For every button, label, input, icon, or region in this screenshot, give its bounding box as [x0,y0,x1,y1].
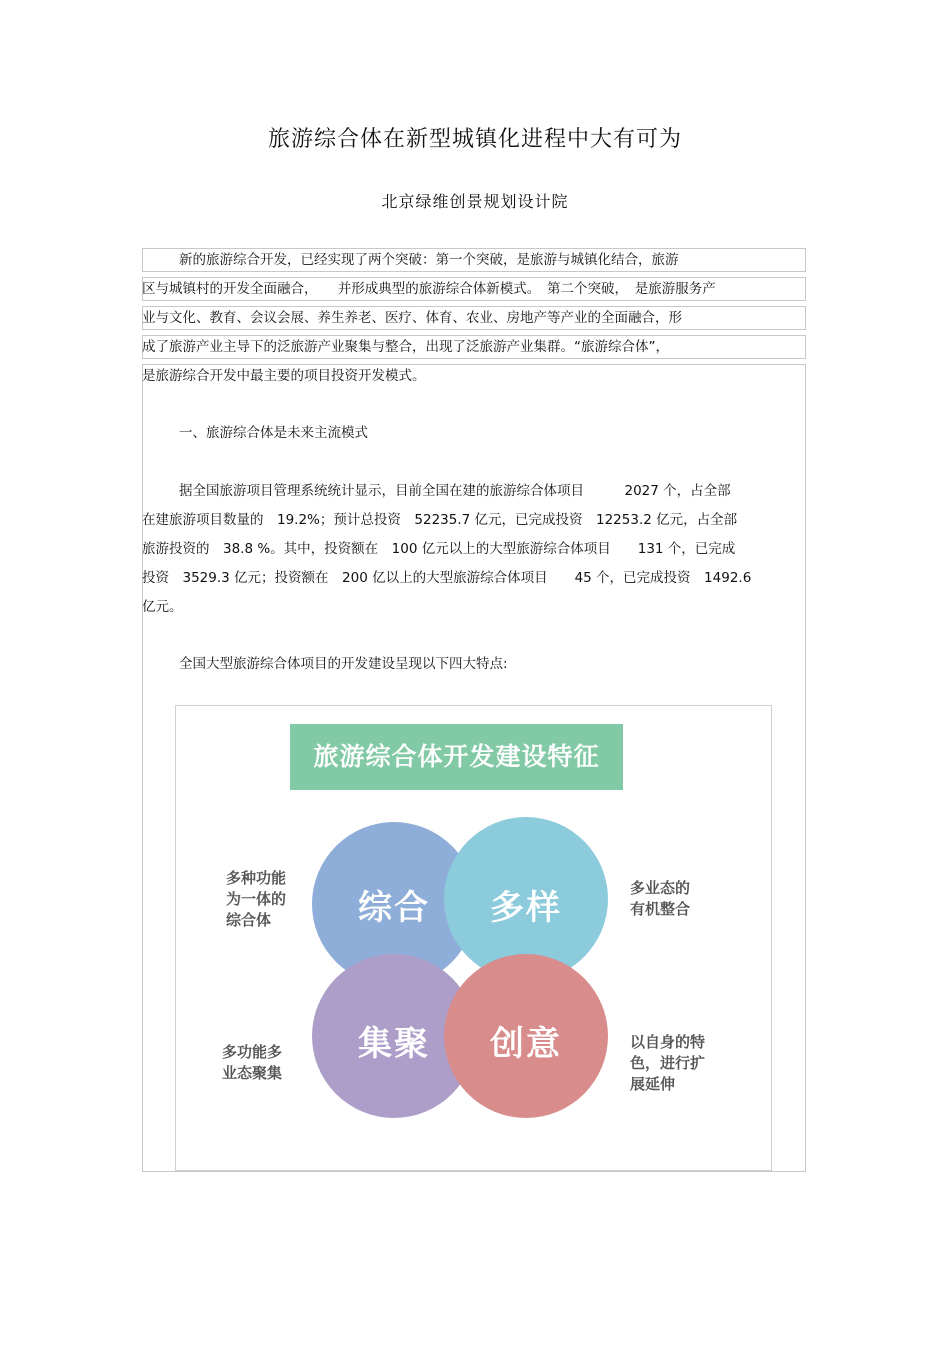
stats-line: 在建旅游项目数量的 19.2%；预计总投资 52235.7 亿元，已完成投资 12253.2 亿元，占全部 [142,512,738,528]
stats-line: 旅游投资的 38.8 %。其中，投资额在 100 亿元以上的大型旅游综合体项目 131 个，已完成 [142,541,736,557]
intro-line: 业与文化、教育、会议会展、养生养老、医疗、体育、农业、房地产等产业的全面融合，形 [142,310,682,326]
intro-line: 是旅游综合开发中最主要的项目投资开发模式。 [142,368,426,384]
document-title: 旅游综合体在新型城镇化进程中大有可为 [267,127,682,152]
circle-label-top-left: 综合 [358,888,430,928]
intro-line: 新的旅游综合开发，已经实现了两个突破：第一个突破，是旅游与城镇化结合，旅游 [179,252,679,268]
intro-line: 成了旅游产业主导下的泛旅游产业聚集与整合，出现了泛旅游产业集群。“旅游综合体”， [142,339,669,355]
desc-top-right: 多业态的 有机整合 [630,879,691,918]
stats-line: 据全国旅游项目管理系统统计显示，目前全国在建的旅游综合体项目 2027 个，占全部 [179,483,731,499]
venn-diagram [176,706,771,1170]
figure-banner: 旅游综合体开发建设特征 [290,724,623,790]
circle-label-bottom-right: 创意 [490,1024,562,1064]
circle-label-top-right: 多样 [490,888,562,928]
intro-line: 区与城镇村的开发全面融合， 并形成典型的旅游综合体新模式。 第二个突破， 是旅游服务产 [142,281,716,297]
features-intro: 全国大型旅游综合体项目的开发建设呈现以下四大特点: [179,656,508,672]
features-figure [175,705,772,1171]
stats-line: 亿元。 [142,599,183,615]
section-heading: 一、旅游综合体是未来主流模式 [179,425,368,441]
desc-bottom-left: 多功能多 业态聚集 [222,1043,283,1082]
circle-label-bottom-left: 集聚 [358,1024,430,1064]
document-author: 北京绿维创景规划设计院 [381,192,569,211]
desc-top-left: 多种功能 为一体的 综合体 [226,869,287,929]
desc-bottom-right: 以自身的特 色，进行扩 展延伸 [630,1033,706,1093]
stats-line: 投资 3529.3 亿元；投资额在 200 亿以上的大型旅游综合体项目 45 个，已完成投资 1492.6 [142,570,752,586]
